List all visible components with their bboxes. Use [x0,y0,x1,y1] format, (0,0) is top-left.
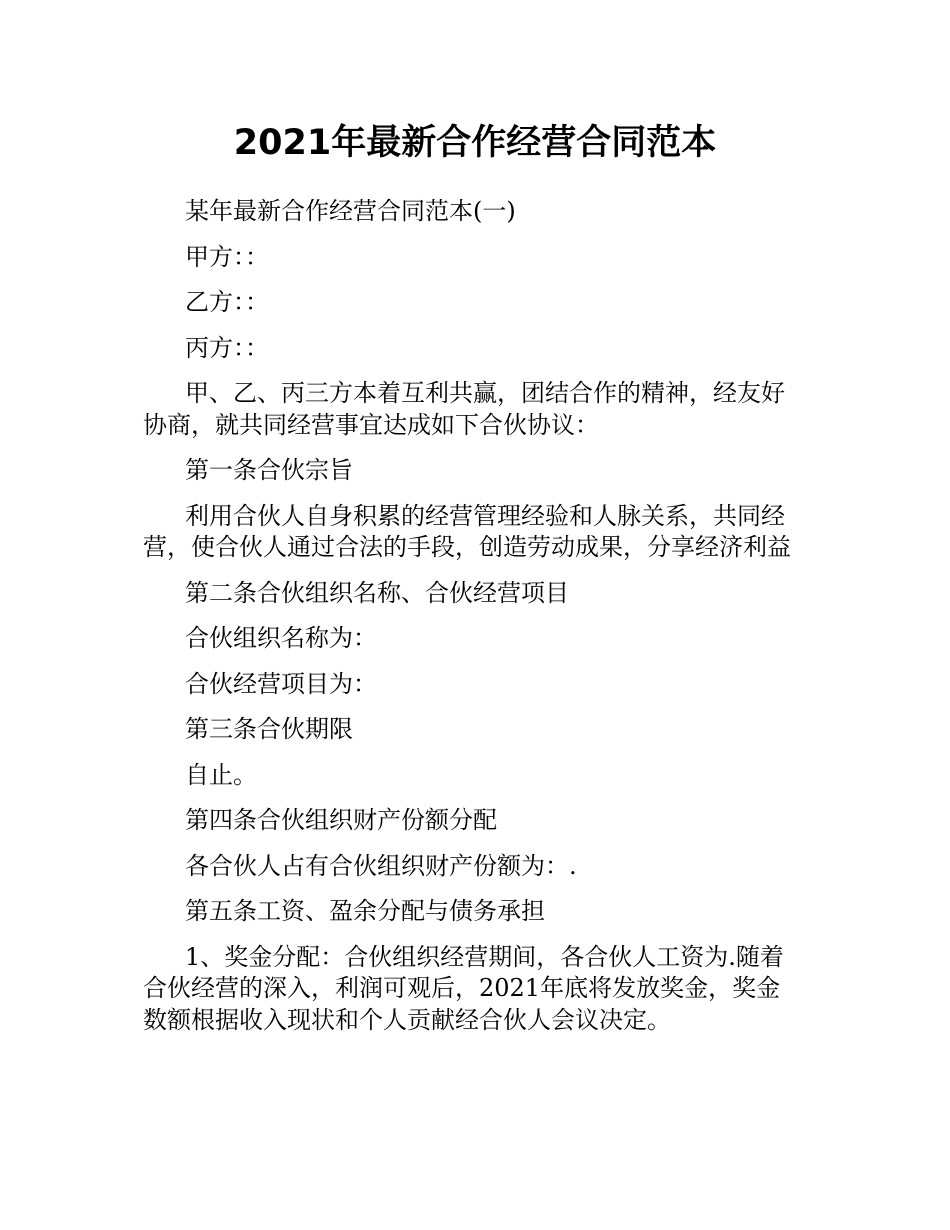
paragraph-line: 合伙经营项目为： [185,669,377,698]
document-body [143,196,813,1050]
paragraph [143,196,813,228]
paragraph-line: 利用合伙人自身积累的经营管理经验和人脉关系，共同经 [185,501,785,530]
paragraph [143,760,813,792]
paragraph-line: 某年最新合作经营合同范本(一) [185,197,516,225]
paragraph-line: 第二条合伙组织名称、合伙经营项目 [185,578,569,607]
paragraph [143,942,813,1037]
paragraph-line: 第一条合伙宗旨 [185,456,353,484]
paragraph [143,805,813,837]
document-title: 2021年最新合作经营合同范本 [233,123,717,163]
paragraph-line: 甲、乙、丙三方本着互利共赢，团结合作的精神，经友好 [185,379,785,407]
paragraph [143,242,813,274]
paragraph [143,333,813,365]
paragraph-line: 营，使合伙人通过合法的手段，创造劳动成果，分享经济利益 [143,533,791,561]
paragraph [143,714,813,746]
paragraph-line: 自止。 [185,760,257,789]
paragraph-line: 丙方：： [185,333,269,362]
paragraph-line: 各合伙人占有合伙组织财产份额为：. [185,851,577,880]
paragraph-line: 合伙组织名称为： [185,624,377,652]
paragraph-line: 协商，就共同经营事宜达成如下合伙协议： [143,410,599,439]
paragraph-line: 1、奖金分配：合伙组织经营期间，各合伙人工资为.随着 [185,942,784,971]
paragraph-line: 第四条合伙组织财产份额分配 [185,806,497,834]
paragraph-line: 数额根据收入现状和个人贡献经合伙人会议决定。 [143,1005,671,1034]
paragraph-line: 甲方：： [185,242,269,271]
paragraph [143,623,813,655]
paragraph [143,669,813,701]
paragraph-line: 第五条工资、盈余分配与债务承担 [185,897,545,925]
paragraph [143,896,813,928]
paragraph [143,578,813,610]
paragraph-line: 第三条合伙期限 [185,715,353,743]
paragraph [143,378,813,441]
paragraph [143,287,813,319]
paragraph [143,501,813,564]
paragraph [143,851,813,883]
paragraph [143,455,813,487]
paragraph-line: 乙方：： [185,288,269,316]
paragraph-line: 合伙经营的深入，利润可观后，2021年底将发放奖金，奖金 [143,974,781,1002]
